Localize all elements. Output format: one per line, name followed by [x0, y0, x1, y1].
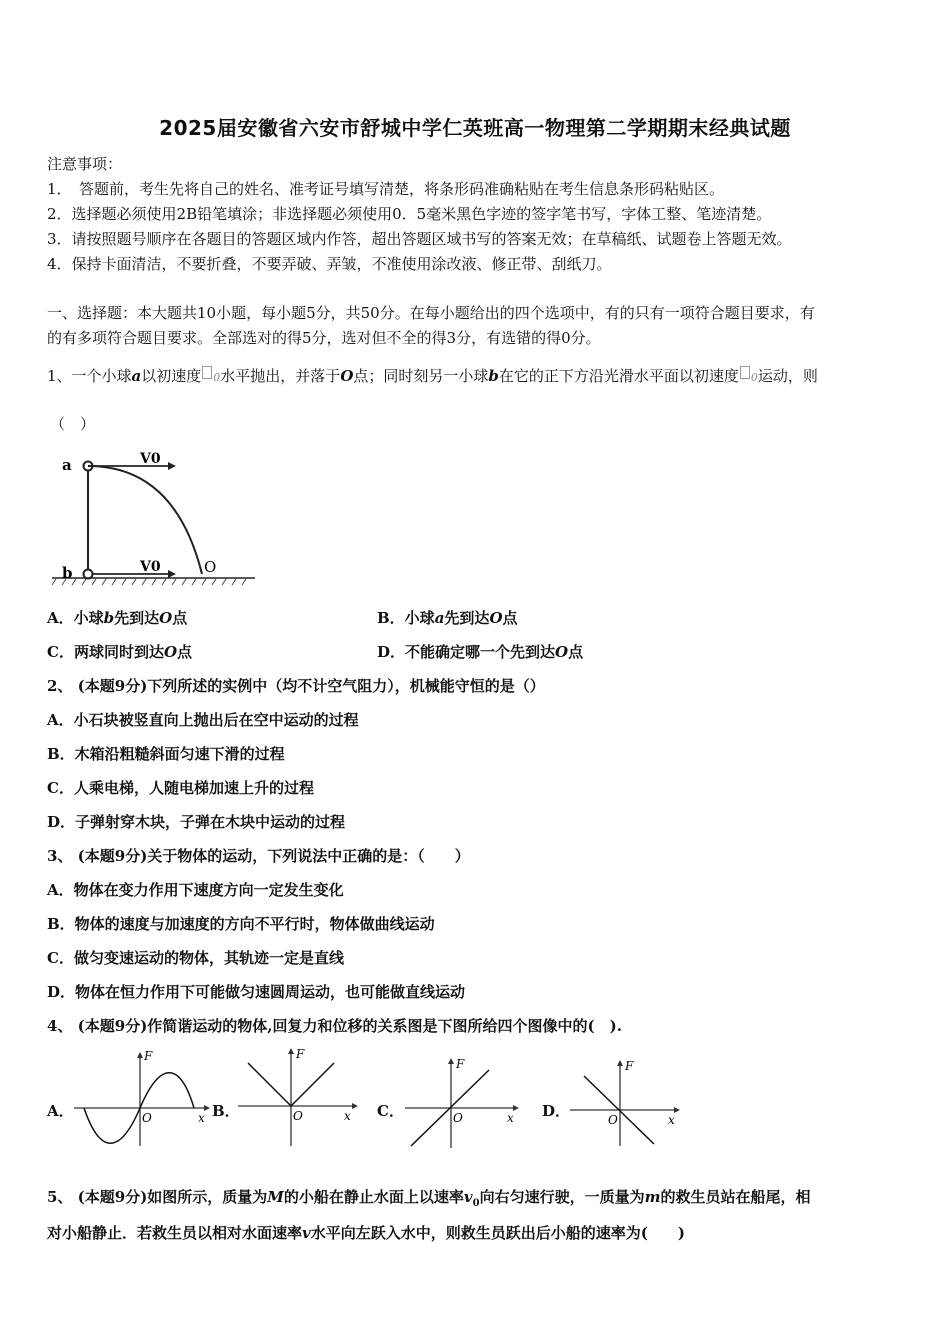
q1-text-2: 以初速度: [141, 367, 202, 385]
q5-text-6: 水平向左跃入水中，则救生员跃出后小船的速率为( ): [310, 1224, 685, 1242]
label-v0-top: V0: [140, 451, 161, 467]
q1-ball-b: b: [488, 367, 499, 385]
notice-item-1: 1． 答题前，考生先将自己的姓名、准考证号填写清楚，将条形码准确粘贴在考生信息条形码粘贴区。: [47, 180, 725, 198]
parabolic-trajectory: [88, 466, 202, 574]
q1-option-a-pre: A．小球: [47, 609, 104, 627]
q1-option-b: [377, 607, 518, 628]
ball-b-icon: [84, 570, 93, 579]
q5-stem-line-1: [47, 1186, 811, 1209]
x-label: x: [668, 1113, 675, 1127]
q4-graph-c-label: C．: [377, 1102, 404, 1120]
q1-option-d-o: O: [555, 643, 569, 661]
label-a: a: [62, 456, 72, 474]
arrowhead-icon: [288, 1048, 294, 1054]
q5-var-v0-sub: 0: [472, 1198, 480, 1209]
arrowhead-icon: [204, 1105, 210, 1111]
q1-option-d-pre: D．不能确定哪一个先到达: [377, 643, 556, 661]
q1-projectile-figure: [50, 448, 265, 590]
q3-option-b: B．物体的速度与加速度的方向不平行时，物体做曲线运动: [47, 915, 435, 933]
q1-v0-sub-1: 0: [213, 371, 221, 384]
q1-text-3: 水平抛出，并落于: [220, 367, 341, 385]
q2-option-a: A．小石块被竖直向上抛出后在空中运动的过程: [47, 711, 359, 729]
q1-option-b-mid: 先到达: [444, 609, 490, 627]
q5-text-3: 向右匀速行驶，一质量为: [479, 1188, 645, 1206]
q5-var-v0: v: [463, 1188, 473, 1206]
q2-option-d: D．子弹射穿木块，子弹在木块中运动的过程: [47, 813, 346, 831]
q1-option-a-o: O: [159, 609, 173, 627]
arrowhead-icon: [168, 462, 176, 470]
q4-graph-a: [72, 1050, 212, 1150]
origin-label: O: [453, 1111, 463, 1125]
notice-item-3: 3．请按照题号顺序在各题目的答题区域内作答，超出答题区域书写的答案无效；在草稿纸、试题卷上答题无效。: [47, 230, 792, 248]
q1-v0-sub-2: 0: [750, 371, 758, 384]
q1-option-c-o: O: [163, 643, 178, 661]
q2-stem: 2、 (本题9分)下列所述的实例中（均不计空气阻力），机械能守恒的是（）: [47, 677, 545, 695]
q3-option-d: D．物体在恒力作用下可能做匀速圆周运动，也可能做直线运动: [47, 983, 466, 1001]
q5-text-4: 的救生员站在船尾，相: [660, 1188, 811, 1206]
q1-text-6: 运动，则: [757, 367, 818, 385]
q4-graph-d-label: D．: [542, 1102, 571, 1120]
q3-option-c: C．做匀变速运动的物体，其轨迹一定是直线: [47, 949, 344, 967]
q4-graph-b-label: B．: [212, 1102, 240, 1120]
x-label: x: [198, 1111, 205, 1125]
q4-graph-a-label: A．: [47, 1102, 74, 1120]
q1-option-d-post: 点: [568, 643, 584, 661]
q1-text-1: 1、一个小球: [47, 367, 132, 385]
arrowhead-icon: [448, 1058, 454, 1064]
q1-option-c: [47, 641, 192, 662]
missing-glyph-icon: [740, 366, 750, 379]
arrowhead-icon: [137, 1052, 143, 1058]
q1-ball-a: a: [131, 367, 142, 385]
q1-answer-paren: （ ）: [50, 415, 96, 433]
q5-stem-line-2: [47, 1222, 685, 1243]
section1-line-1: 一、选择题：本大题共10小题，每小题5分，共50分。在每小题给出的四个选项中，有的只有一项符合题目要求，有: [47, 304, 815, 322]
origin-label: O: [293, 1109, 303, 1123]
notice-item-4: 4．保持卡面清洁，不要折叠，不要弄破、弄皱，不准使用涂改液、修正带、刮纸刀。: [47, 255, 612, 273]
arrowhead-icon: [674, 1107, 680, 1113]
q1-option-a-mid: 先到达: [114, 609, 160, 627]
q1-text-4: 点；同时刻另一小球: [353, 367, 489, 385]
q4-graph-c: [403, 1056, 528, 1151]
q1-option-c-post: 点: [177, 643, 193, 661]
f-label: F: [456, 1057, 465, 1071]
q4-graph-d: [568, 1058, 688, 1148]
notice-item-2: 2．选择题必须使用2B铅笔填涂；非选择题必须使用0．5毫米黑色字迹的签字笔书写，字体工整、笔迹清楚。: [47, 205, 772, 223]
label-o: O: [204, 558, 217, 576]
q5-var-m: m: [644, 1188, 661, 1206]
ground-hatch: [52, 579, 246, 585]
arrowhead-icon: [513, 1105, 519, 1111]
notice-heading: 注意事项：: [47, 155, 123, 173]
q5-text-5: 对小船静止．若救生员以相对水面速率: [47, 1224, 303, 1242]
label-b: b: [62, 564, 73, 582]
q1-option-b-post: 点: [502, 609, 518, 627]
x-label: x: [344, 1109, 351, 1123]
label-v0-bottom: V0: [140, 559, 161, 575]
q1-option-d: [377, 641, 583, 662]
q1-option-a: [47, 607, 187, 628]
arrowhead-icon: [168, 570, 176, 578]
q1-text-5: 在它的正下方沿光滑水平面以初速度: [498, 367, 739, 385]
q1-option-b-pre: B．小球: [377, 609, 435, 627]
q1-option-b-var: a: [434, 609, 445, 627]
origin-label: O: [608, 1113, 618, 1127]
f-label: F: [144, 1050, 153, 1063]
x-label: x: [507, 1111, 514, 1125]
q1-point-o: O: [340, 367, 354, 385]
q2-option-b: B．木箱沿粗糙斜面匀速下滑的过程: [47, 745, 285, 763]
origin-label: O: [142, 1111, 152, 1125]
arrowhead-icon: [617, 1060, 623, 1066]
section1-line-2: 的有多项符合题目要求。全部选对的得5分，选对但不全的得3分，有选错的得0分。: [47, 329, 601, 347]
q5-var-m-big: M: [267, 1188, 284, 1206]
q3-stem: 3、 (本题9分)关于物体的运动，下列说法中正确的是：（ ）: [47, 847, 470, 865]
arrowhead-icon: [352, 1103, 358, 1109]
q5-var-v: v: [302, 1224, 311, 1242]
q5-text-1: 5、 (本题9分)如图所示，质量为: [47, 1188, 268, 1206]
f-label: F: [625, 1059, 634, 1073]
q3-option-a: A．物体在变力作用下速度方向一定发生变化: [47, 881, 344, 899]
q1-stem: [47, 365, 818, 386]
q1-option-a-var: b: [103, 609, 115, 627]
f-label: F: [296, 1047, 305, 1061]
q4-graph-b: [236, 1046, 361, 1151]
q1-option-b-o: O: [489, 609, 503, 627]
q1-option-c-pre: C．两球同时到达: [47, 643, 164, 661]
missing-glyph-icon: [202, 366, 212, 379]
q4-stem: 4、 (本题9分)作简谐运动的物体,回复力和位移的关系图是下图所给四个图像中的( ).: [47, 1017, 622, 1035]
q2-option-c: C．人乘电梯，人随电梯加速上升的过程: [47, 779, 314, 797]
page-title: 2025届安徽省六安市舒城中学仁英班高一物理第二学期期末经典试题: [159, 116, 791, 140]
q5-text-2: 的小船在静止水面上以速率: [283, 1188, 464, 1206]
q1-option-a-post: 点: [172, 609, 188, 627]
